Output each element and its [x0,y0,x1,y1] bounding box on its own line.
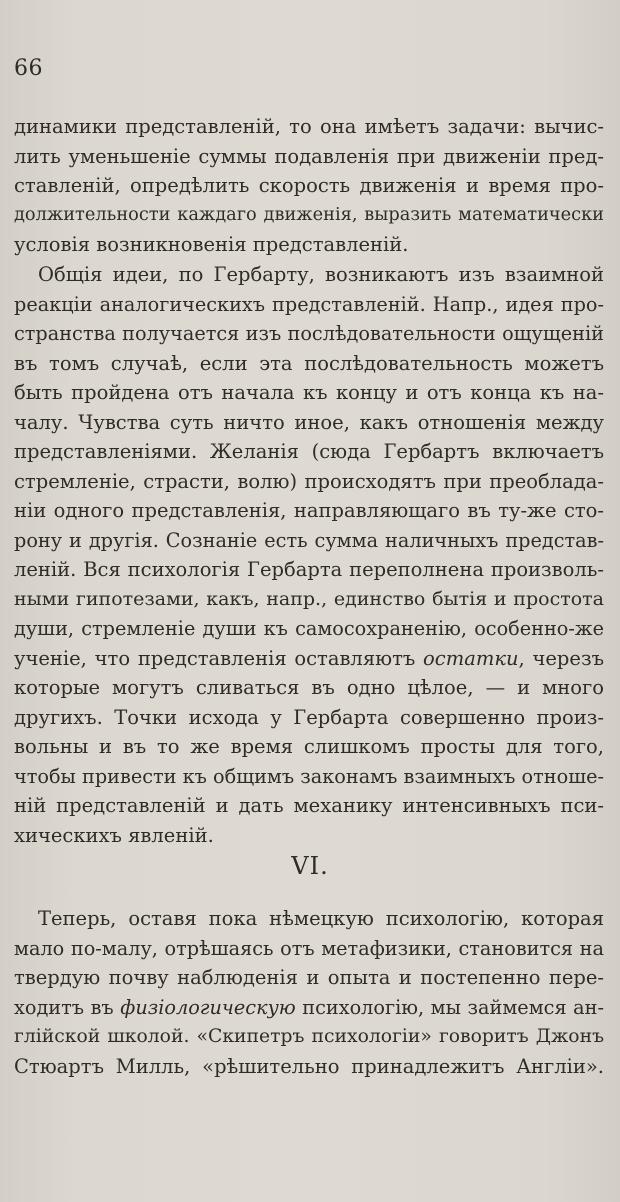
text-line: должительности каждаго движенія, выразить математически [14,204,604,225]
text-segment: ученіе, что представленія оставляютъ [14,646,424,670]
text-line: странства получается изъ послѣдовательности ощущеній [14,322,604,345]
text-line: условія возникновенія представленій. [14,233,409,256]
text-line-with-emphasis [14,993,604,1023]
text-line-with-emphasis [14,644,604,674]
text-line: быть пройдена отъ начала къ концу и отъ конца къ на- [14,381,604,404]
text-line: въ томъ случаѣ, если эта послѣдовательность можетъ [14,351,604,375]
text-line: чалу. Чувства суть ничто иное, какъ отношенія между [14,410,604,434]
paragraph-herbart [14,260,604,850]
text-line: твердую почву наблюденія и опыта и постепенно пере- [14,966,604,989]
text-line: хическихъ явленій. [14,823,214,847]
text-line: представленіями. Желанія (сюда Гербартъ включаетъ [14,440,604,463]
text-line: ными гипотезами, какъ, напр., единство бытія и простота [14,587,604,610]
section-heading: VI. [291,852,329,880]
text-line: души, стремленіе души къ самосохраненію, особенно-же [14,617,604,640]
paragraph-english-school [14,904,604,1081]
text-line: реакціи аналогическихъ представленій. Напр., идея про- [14,292,604,316]
text-line: глійской школой. «Скипетръ психологіи» говоритъ Джонъ [14,1026,604,1047]
text-line: леній. Вся психологія Гербарта переполнена произволь- [14,558,604,581]
text-segment: , черезъ [518,646,604,670]
text-line: чтобы привести къ общимъ законамъ взаимныхъ отноше- [14,764,604,788]
text-line: Теперь, оставя пока нѣмецкую психологію, которая [38,907,604,930]
emphasized-word: физіологическую [120,995,296,1019]
emphasized-word: остатки [423,646,519,670]
text-line: ставленій, опредѣлить скорость движенія и время про- [14,174,604,197]
text-line: вольны и въ то же время слишкомъ просты для того, [14,735,604,758]
text-line: рону и другія. Сознаніе есть сумма наличныхъ представ- [14,528,604,552]
text-line: Общія идеи, по Гербарту, возникаютъ изъ взаимной [38,263,604,286]
page-number: 66 [14,56,43,81]
paragraph-continuation [14,112,604,260]
text-segment: ходитъ въ [14,995,121,1019]
text-line: ніи одного представленія, направляющаго въ ту-же сто- [14,499,604,522]
text-line: Стюартъ Милль, «рѣшительно принадлежитъ Англіи». [14,1054,604,1078]
text-line: которые могутъ сливаться въ одно цѣлое, — и много [14,676,604,699]
text-line: стремленіе, страсти, волю) происходятъ при преоблада- [14,469,604,493]
text-line: динамики представленій, то она имѣетъ задачи: вычис- [14,115,604,138]
text-segment: психологію, мы займемся ан- [295,995,604,1019]
text-line: другихъ. Точки исхода у Гербарта совершенно произ- [14,705,604,729]
text-line: мало по-малу, отрѣшаясь отъ метафизики, становится на [14,936,604,960]
text-line: лить уменьшеніе суммы подавленія при движеніи пред- [14,144,604,168]
text-line: ній представленій и дать механику интенсивныхъ пси- [14,794,604,817]
